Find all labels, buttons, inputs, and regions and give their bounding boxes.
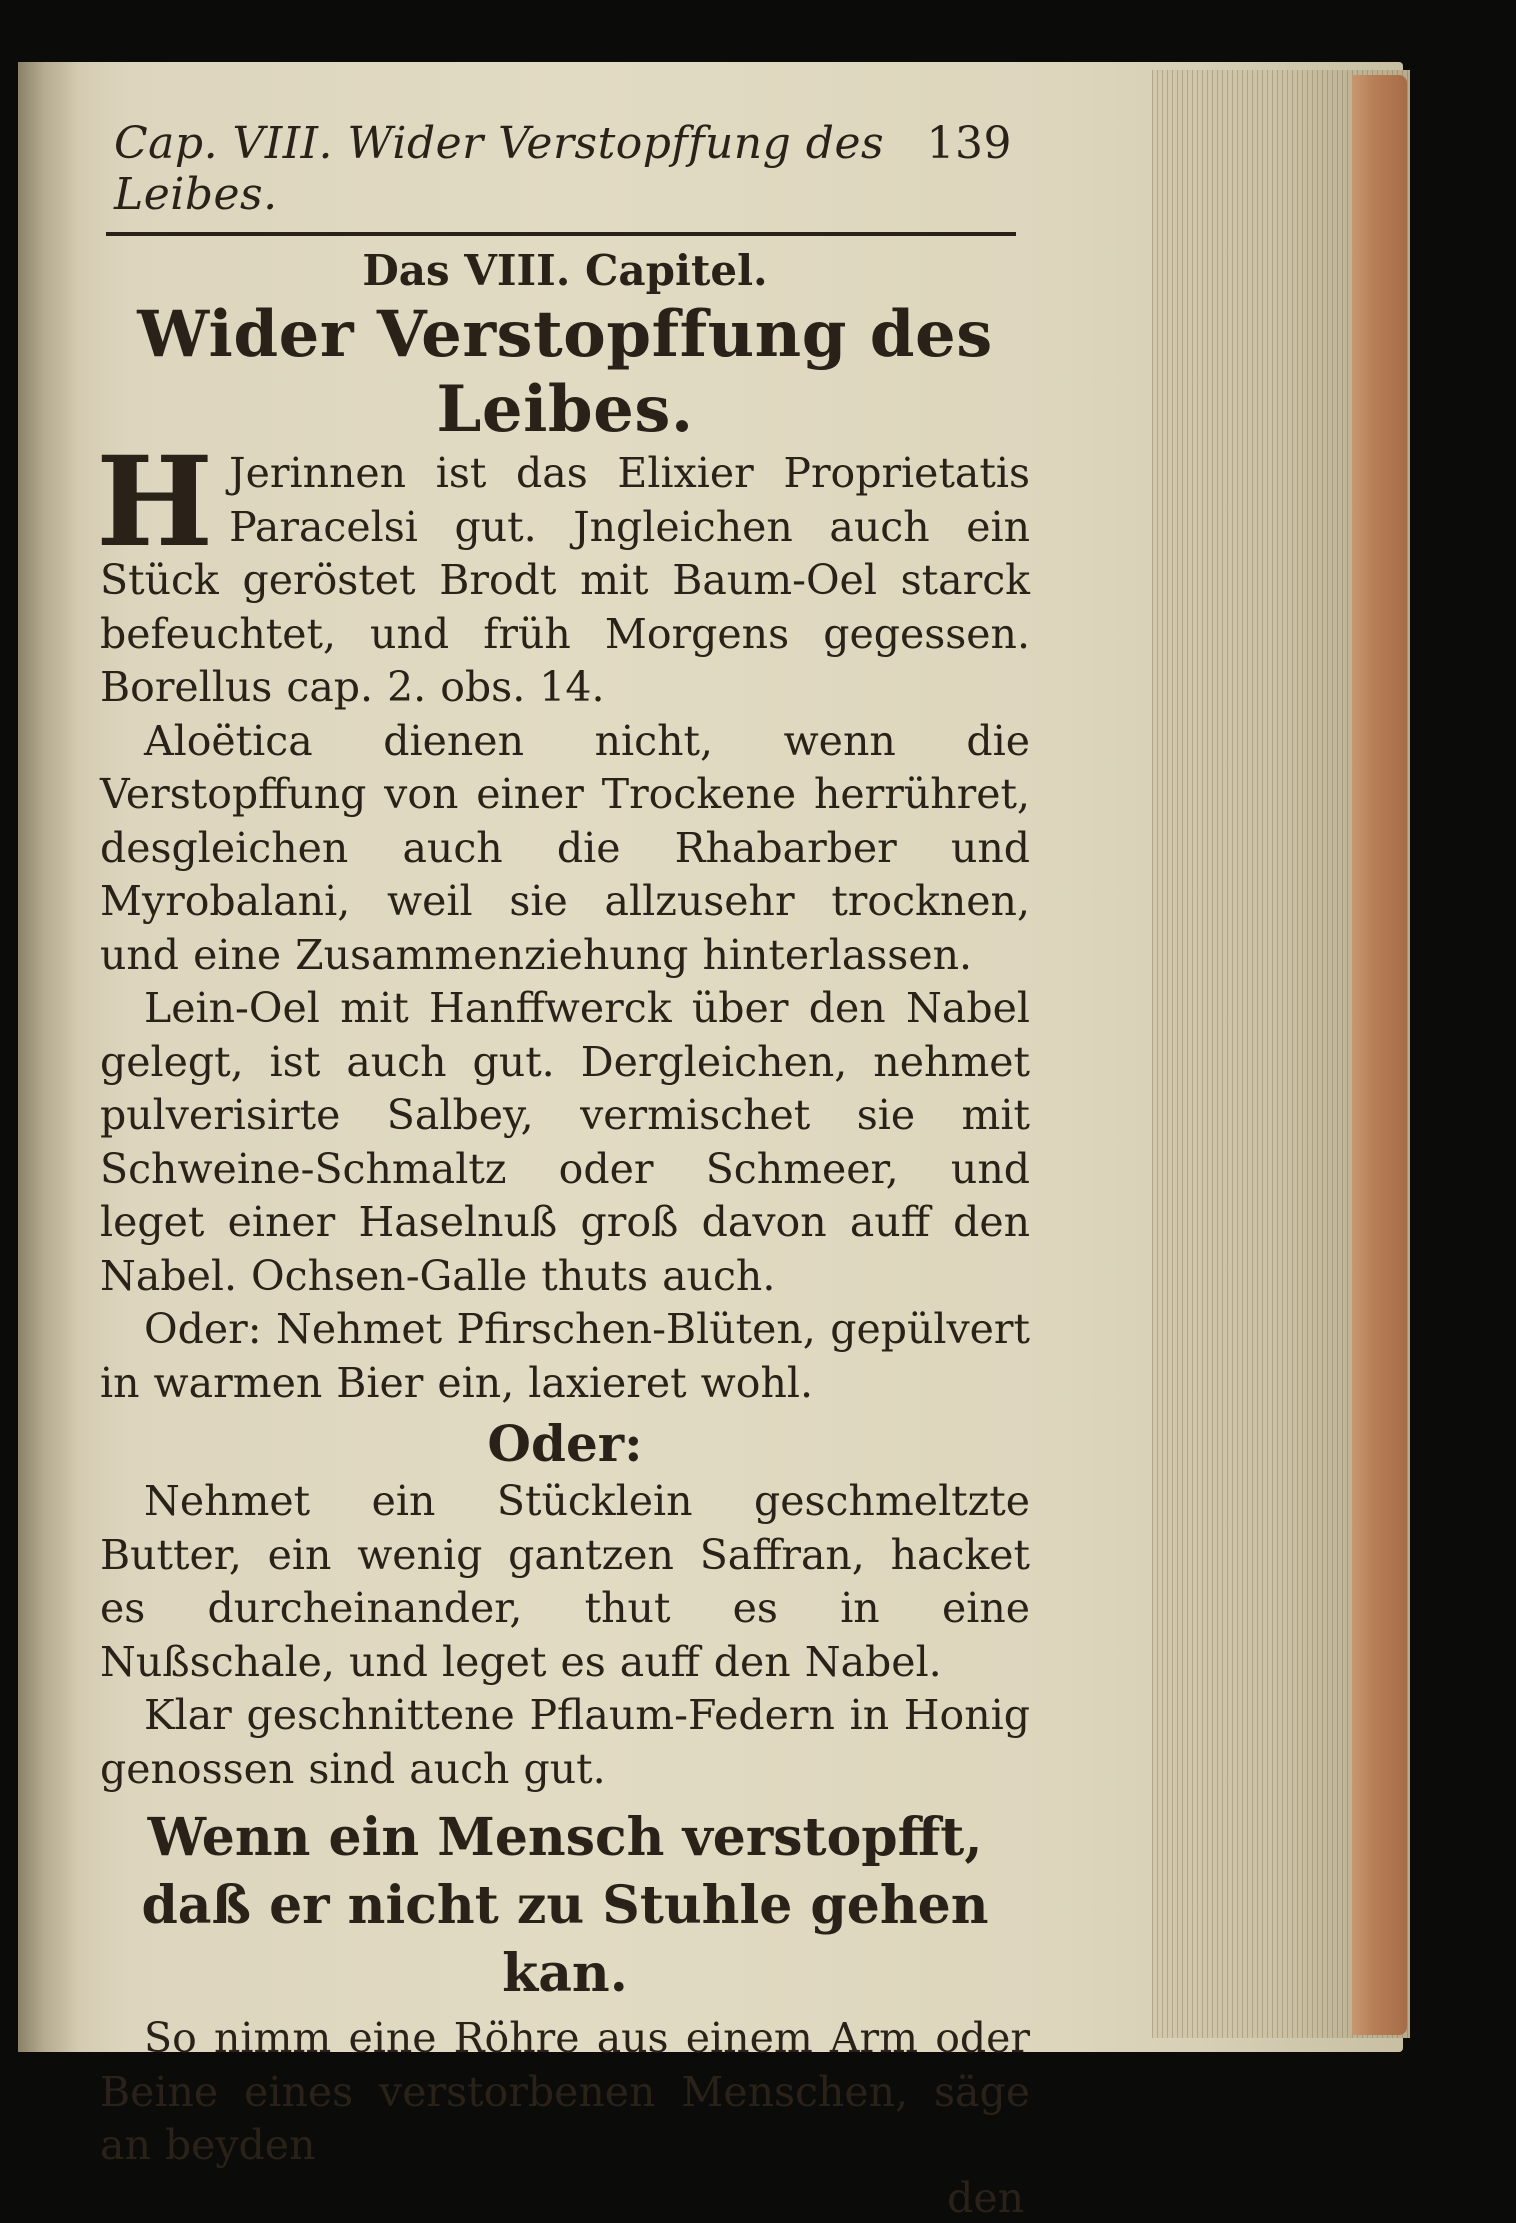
drop-capital: H — [96, 430, 214, 575]
paragraph-2: Aloëtica dienen nicht, wenn die Verstopffung von einer Trockene herrühret, desgleichen auch die Rhabarber und Myrobalani, weil sie allzusehr trocknen, und eine Zusammenziehung hinterlassen. — [100, 716, 1030, 979]
page-number: 139 — [926, 118, 1012, 169]
paragraph-4: Oder: Nehmet Pfirschen-Blüten, gepülvert in warmen Bier ein, laxieret wohl. — [100, 1305, 1030, 1407]
page-gutter-shadow — [18, 62, 78, 2052]
header-rule — [106, 232, 1016, 236]
paragraph-7: So nimm eine Röhre aus einem Arm oder Beine eines verstorbenen Menschen, säge an beyden — [100, 2014, 1030, 2169]
running-head — [100, 118, 1030, 220]
paragraph-1 — [96, 430, 1030, 715]
chapter-label: Das VIII. Capitel. — [362, 246, 768, 295]
section-heading: Wenn ein Mensch verstopfft, daß er nicht zu Stuhle gehen kan. — [141, 1807, 989, 2004]
running-head-title: Cap. VIII. Wider Verstopffung des Leibes. — [114, 118, 885, 220]
paragraph-1-text: Jerinnen ist das Elixier Proprietatis Paracelsi gut. Jngleichen auch ein Stück geröstet Brodt mit Baum-Oel starck befeuchtet, und früh Morgens gegessen. Borellus cap. 2. obs. 14. — [100, 449, 1030, 711]
book-cover-edge — [1352, 75, 1407, 2035]
catchword: den — [947, 2173, 1024, 2222]
oder-heading: Oder: — [487, 1414, 643, 1473]
paragraph-3: Lein-Oel mit Hanffwerck über den Nabel gelegt, ist auch gut. Dergleichen, nehmet pulverisirte Salbey, vermischet sie mit Schweine-Schmaltz oder Schmeer, und leget einer Haselnuß groß davon auff den Nabel. Ochsen-Galle thuts auch. — [100, 984, 1030, 1300]
paragraph-6: Klar geschnittene Pflaum-Federn in Honig genossen sind auch gut. — [100, 1691, 1030, 1793]
text-block — [96, 118, 1030, 2223]
paragraph-5: Nehmet ein Stücklein geschmeltzte Butter, ein wenig gantzen Saffran, hacket es durcheinander, thut es in eine Nußschale, und leget es auff den Nabel. — [100, 1477, 1030, 1686]
chapter-title: Wider Verstopffung des Leibes. — [137, 297, 993, 447]
